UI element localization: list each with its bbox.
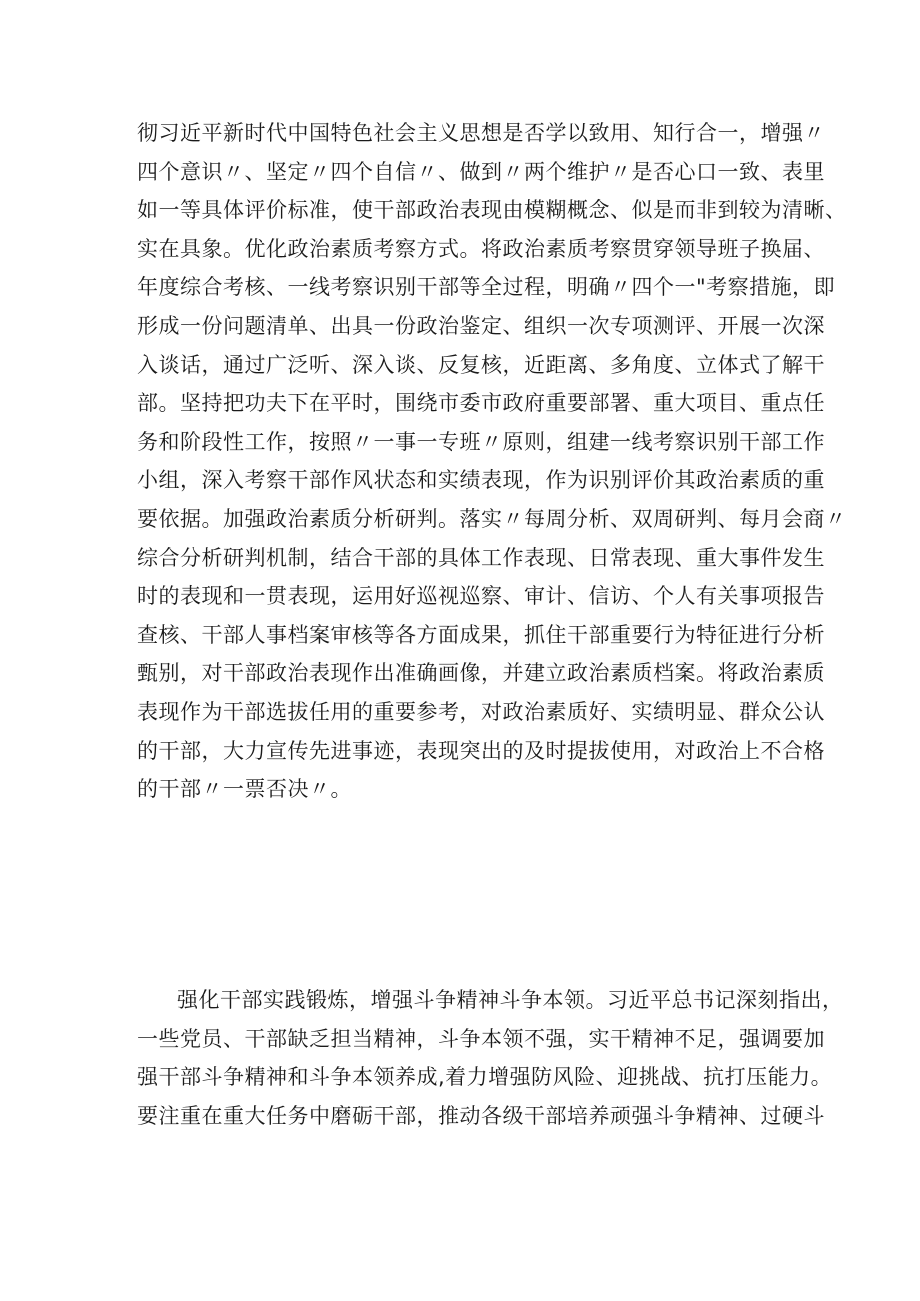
text-line: 如一等具体评价标准，使干部政治表现由模糊概念、似是而非到较为清晰、 [137, 198, 847, 223]
text-line: 要注重在重大任务中磨砺干部，推动各级干部培养顽强斗争精神、过硬斗 [137, 1103, 825, 1128]
text-line: 的干部，大力宣传先进事迹，表现突出的及时提拔使用，对政治上不合格 [137, 738, 825, 763]
text-line: 实在具象。优化政治素质考察方式。将政治素质考察贯穿领导班子换届、 [137, 236, 825, 261]
text-line: 小组，深入考察干部作风状态和实绩表现，作为识别评价其政治素质的重 [137, 468, 825, 493]
text-line: 强干部斗争精神和斗争本领养成,着力增强防风险、迎挑战、抗打压能力。 [137, 1065, 833, 1090]
text-line: 要依据。加强政治素质分析研判。落实〃每周分析、双周研判、每月会商〃 [137, 506, 847, 531]
text-line: 强化干部实践锻炼，增强斗争精神斗争本领。习近平总书记深刻指出， [177, 988, 844, 1012]
paragraph-political-quality [137, 114, 847, 809]
text-line: 部。坚持把功夫下在平时，围绕市委市政府重要部署、重大项目、重点任 [137, 391, 825, 416]
text-line: 入谈话，通过广泛听、深入谈、反复核，近距离、多角度、立体式了解干 [137, 352, 825, 377]
text-line: 四个意识〃、坚定〃四个自信〃、做到〃两个维护〃是否心口一致、表里 [137, 159, 825, 184]
text-line: 时的表现和一贯表现，运用好巡视巡察、审计、信访、个人有关事项报告 [137, 584, 825, 609]
text-line: 甄别，对干部政治表现作出准确画像，并建立政治素质档案。将政治素质 [137, 661, 825, 686]
text-line: 彻习近平新时代中国特色社会主义思想是否学以致用、知行合一，增强〃 [137, 121, 825, 145]
text-line: 形成一份问题清单、出具一份政治鉴定、组织一次专项测评、开展一次深 [137, 313, 825, 338]
text-line: 综合分析研判机制，结合干部的具体工作表现、日常表现、重大事件发生 [137, 545, 825, 570]
paragraph-practical-training [137, 981, 844, 1135]
text-line: 年度综合考核、一线考察识别干部等全过程，明确〃四个一"考察措施，即 [137, 275, 836, 300]
text-line: 的干部〃一票否决〃。 [137, 777, 352, 802]
text-line: 表现作为干部选拔任用的重要参考，对政治素质好、实绩明显、群众公认 [137, 699, 825, 724]
text-line: 务和阶段性工作，按照〃一事一专班〃原则，组建一线考察识别干部工作 [137, 429, 825, 454]
text-line: 查核、干部人事档案审核等各方面成果，抓住干部重要行为特征进行分析 [137, 622, 825, 647]
text-line: 一些党员、干部缺乏担当精神，斗争本领不强，实干精神不足，强调要加 [137, 1026, 825, 1051]
